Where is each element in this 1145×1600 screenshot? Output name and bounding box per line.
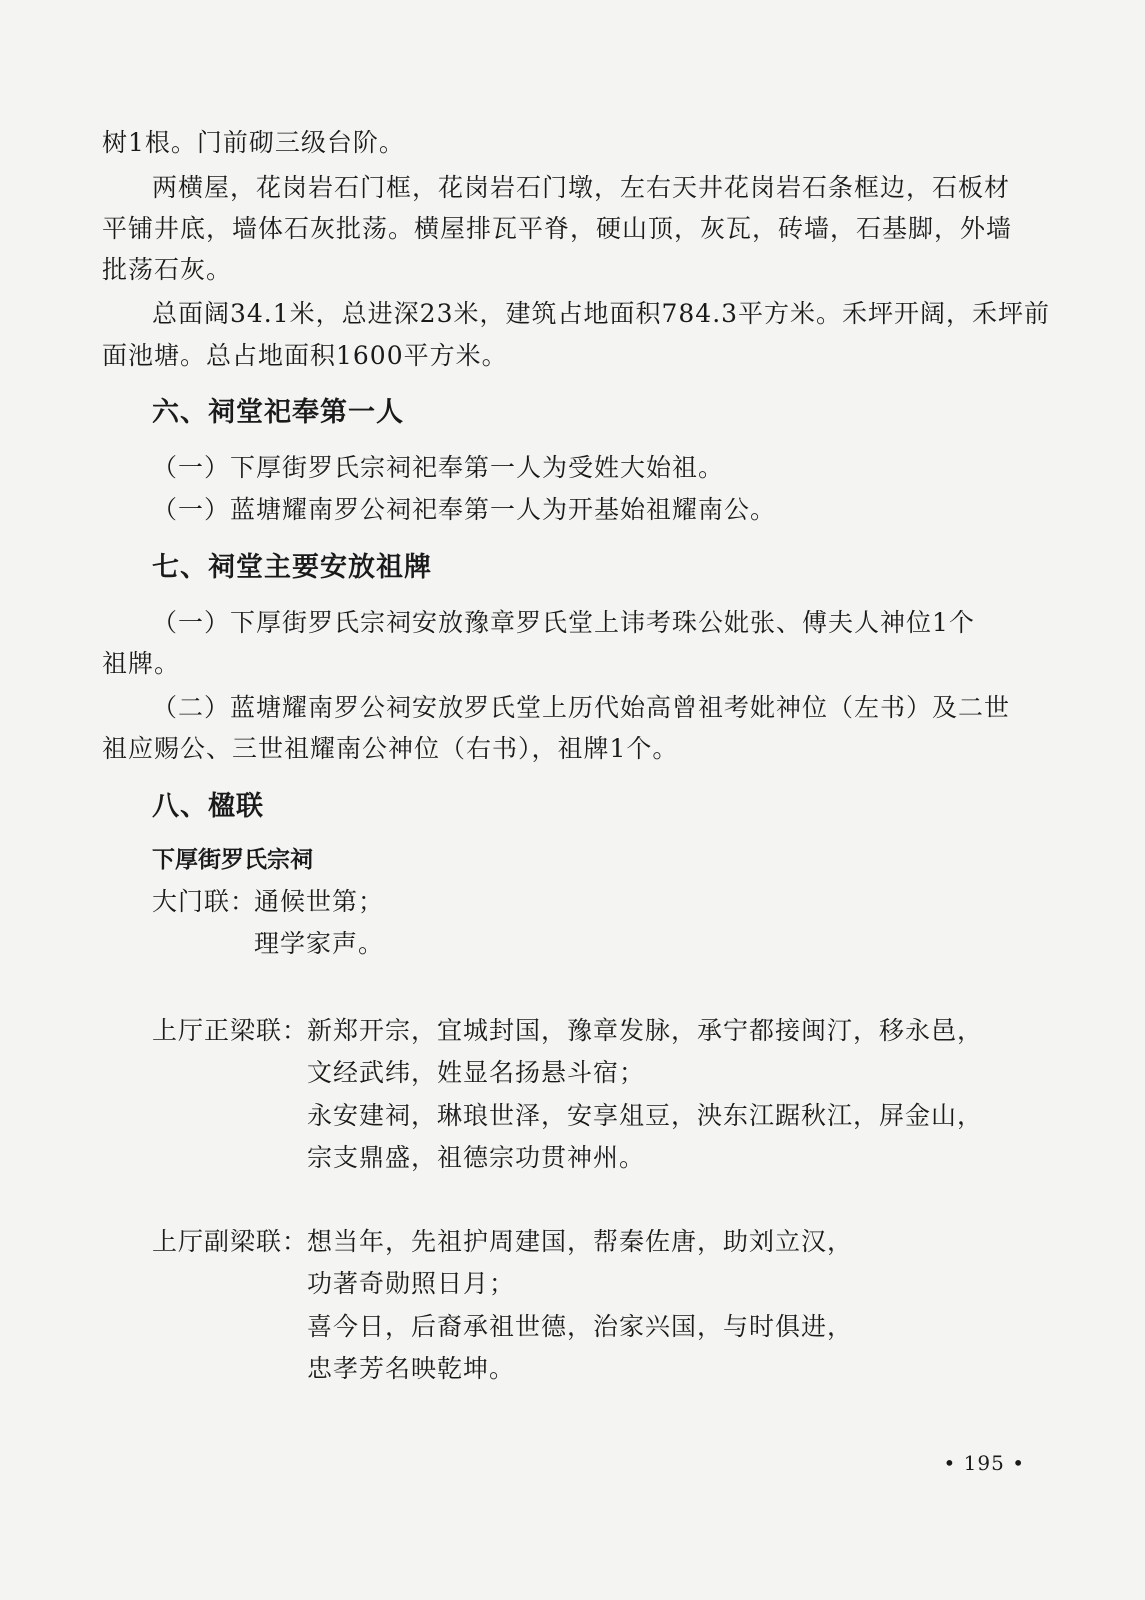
couplet-line: 宗支鼎盛，祖德宗功贯神州。 — [307, 1143, 646, 1172]
couplet-line: 功著奇勋照日月； — [307, 1269, 516, 1298]
couplet-line: 忠孝芳名映乾坤。 — [307, 1354, 516, 1383]
list-item: （一）下厚街罗氏宗祠祀奉第一人为受姓大始祖。 — [152, 453, 725, 482]
list-item: 祖应赐公、三世祖耀南公神位（右书），祖牌1个。 — [102, 734, 679, 763]
couplet-label: 上厅正梁联： — [152, 1016, 309, 1045]
couplet-label: 上厅副梁联： — [152, 1227, 309, 1256]
list-item: （二）蓝塘耀南罗公祠安放罗氏堂上历代始高曾祖考妣神位（左书）及二世 — [152, 693, 1011, 722]
section-heading: 八、楹联 — [152, 791, 264, 822]
couplet-line: 喜今日，后裔承祖世德，治家兴国，与时俱进， — [307, 1312, 854, 1341]
paragraph-line: 树1根。门前砌三级台阶。 — [102, 128, 405, 157]
list-item: （一）下厚街罗氏宗祠安放豫章罗氏堂上讳考珠公妣张、傅夫人神位1个 — [152, 608, 975, 637]
couplet-line: 文经武纬，姓显名扬悬斗宿； — [307, 1058, 646, 1087]
page-number: • 195 • — [943, 1451, 1025, 1475]
couplet-line: 想当年，先祖护周建国，帮秦佐唐，助刘立汉， — [307, 1227, 854, 1256]
paragraph-line: 两横屋，花岗岩石门框，花岗岩石门墩，左右天井花岗岩石条框边，石板材 — [152, 173, 1011, 202]
paragraph-line: 总面阔34.1米，总进深23米，建筑占地面积784.3平方米。禾坪开阔，禾坪前 — [152, 299, 1051, 328]
section-heading: 六、祠堂祀奉第一人 — [152, 397, 404, 428]
list-item: 祖牌。 — [102, 649, 181, 678]
couplet-label: 大门联： — [152, 887, 257, 916]
paragraph-line: 平铺井底，墙体石灰批荡。横屋排瓦平脊，硬山顶，灰瓦，砖墙，石基脚，外墙 — [102, 214, 1013, 243]
paragraph-line: 批荡石灰。 — [102, 255, 233, 284]
couplet-line: 通候世第； — [254, 887, 385, 916]
section-heading: 七、祠堂主要安放祖牌 — [152, 552, 432, 583]
subsection-title: 下厚街罗氏宗祠 — [152, 847, 313, 873]
couplet-line: 新郑开宗，宜城封国，豫章发脉，承宁都接闽汀，移永邑， — [307, 1016, 984, 1045]
couplet-line: 理学家声。 — [254, 929, 385, 958]
paragraph-line: 面池塘。总占地面积1600平方米。 — [102, 341, 508, 370]
couplet-line: 永安建祠，琳琅世泽，安享俎豆，泱东江踞秋江，屏金山， — [307, 1101, 984, 1130]
list-item: （一）蓝塘耀南罗公祠祀奉第一人为开基始祖耀南公。 — [152, 495, 777, 524]
